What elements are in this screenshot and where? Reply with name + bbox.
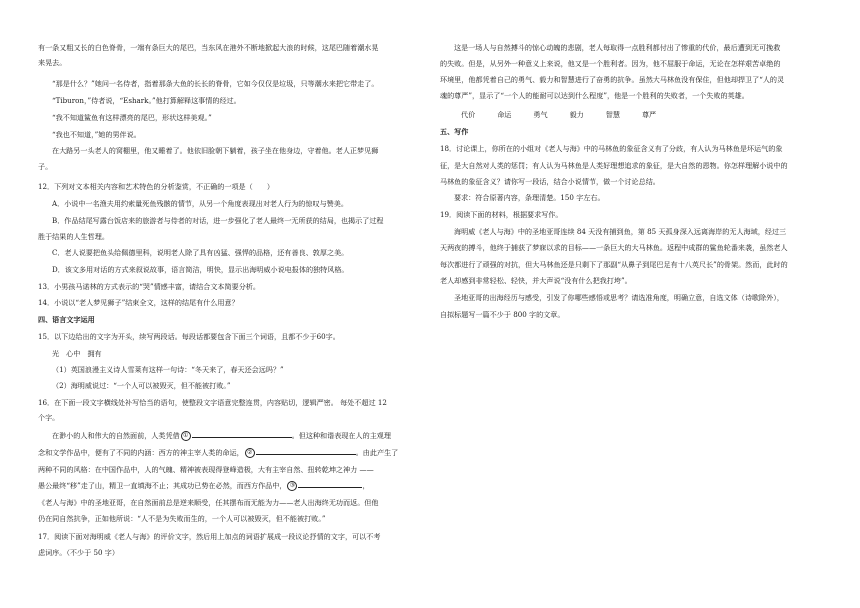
vocab-word: 毅力 <box>569 110 584 119</box>
material-text: 每次都进行了顽强的对抗，但大马林鱼还是只剩下了那副“从鼻子到尾巴足有十八英尺长”的骨架。然而，此时的 <box>440 260 788 269</box>
option-d: D．该文多用对话的方式来叙说故事，语言简洁，明快，显示出海明威小说电报体的独特风格。 <box>52 265 349 274</box>
material-text: 老人却感到非常轻松、轻快，并大声说“没有什么把我打垮”。 <box>440 276 632 285</box>
question-15-item-1: （1）英国浪漫主义诗人雪莱有这样一句诗：“冬天来了，春天还会远吗？” <box>52 365 284 374</box>
question-18-continued: 征，是大自然对人类的惩罚；有人认为马林鱼是人类好理想追求的象征，是大自然的恩物。你怎样理解小说中的 <box>440 161 788 170</box>
option-b: B．作品结尾写露台饭店来的旅游者与侍者的对话，进一步强化了老人最终一无所获的结局，也揭示了过程 <box>52 216 384 225</box>
option-b-continued: 胜于结果的人生哲理。 <box>38 232 109 241</box>
blank-number-2: ② <box>245 448 255 458</box>
writing-prompt: 自拟标题写一篇不少于 800 字的文章。 <box>440 310 565 319</box>
vocab-word: 勇气 <box>533 110 548 119</box>
question-15-item-2: （2）海明威说过：“一个人可以被毁灭，但不能被打败。” <box>52 381 231 390</box>
writing-prompt: 圣地亚哥的出海经历与感受，引发了你哪些感悟或思考？请选准角度，明确立意，自选文体（诗歌除外）， <box>454 293 784 302</box>
evaluation-text: 环境里，他都凭着自己的勇气、毅力和智慧进行了奋勇的抗争。虽然大马林鱼没有保住，但他却捍卫了“人的灵 <box>440 75 785 84</box>
question-16-continued: 个字。 <box>38 413 60 422</box>
question-13: 13．小男孩马诺林的方式表示的“哭”情感丰富，请结合文本简要分析。 <box>38 282 260 291</box>
story-dialogue: “Tiburon，”侍者说，“Eshark。”他打算解释这事情的经过。 <box>52 96 241 105</box>
question-18-requirement: 要求：符合原著内容，条理清楚。150 字左右。 <box>454 193 605 202</box>
option-a: A．小说中一名渔夫用约索量死鱼残骸的情节，从另一个角度表现出对老人行为的惊叹与赞美。 <box>52 199 348 208</box>
question-15-words: 光 心中 拥有 <box>52 349 102 358</box>
blank-number-1: ① <box>181 431 191 441</box>
material-text: 天两夜的搏斗，他终于捕获了梦寐以求的目标——一条巨大的大马林鱼。返程中成群的鲨鱼轮番来袭，虽然老人 <box>440 243 788 252</box>
answer-blank-2[interactable] <box>256 454 356 455</box>
vocabulary-list <box>440 110 812 121</box>
question-16-passage: 念和文学作品中，便有了不同的内涵：西方的神主宰人类的命运， ② 。由此产生了 <box>38 448 399 457</box>
evaluation-text: 这是一场人与自然搏斗的惊心动魄的悲剧，老人每取得一点胜利都付出了惨重的代价，最后遭到无可挽救 <box>454 43 781 52</box>
question-18-continued: 马林鱼的象征含义？请你写一段话，结合小说情节，做一个讨论总结。 <box>440 177 660 186</box>
question-17: 17．阅读下面对海明威《老人与海》的评价文字，然后用上加点的词语扩展成一段议论抒情的文字，可以不考 <box>38 532 381 541</box>
option-c: C．老人说要把鱼头给佩德里科，说明老人除了具有凶猛、强悍的品格，还有善良、敦厚之美。 <box>52 248 349 257</box>
story-dialogue: “我也不知道，”她的男伴说。 <box>52 130 141 139</box>
vocab-word: 命运 <box>497 110 512 119</box>
story-dialogue: “我不知道鲨鱼有这样漂亮的尾巴，形状这样美观。” <box>52 113 212 122</box>
material-text: 海明威《老人与海》中的圣地亚哥连续 84 天没有捕到鱼，第 85 天孤身深入远离海岸的无人海域，经过三 <box>454 227 787 236</box>
story-text: 子。 <box>38 162 53 171</box>
question-14: 14．小说以“老人梦见狮子”结束全文，这样的结尾有什么用意？ <box>38 298 239 307</box>
question-18: 18．讨论课上，你所在的小组对《老人与海》中的马林鱼的象征含义有了分歧，有人认为马林鱼是坏运气的象 <box>440 144 783 153</box>
vocab-word: 代价 <box>461 110 476 119</box>
question-16-passage: 愚公最终“移”走了山，精卫一直填海不止；其成功已势在必然，而西方作品中， ③ ， <box>38 481 370 490</box>
vocab-word: 尊严 <box>641 110 657 119</box>
section-four-heading: 四、语言文字运用 <box>38 315 95 324</box>
question-15: 15．以下边给出的文字为开头，续写两段话。每段话都要包含下面三个词语，且都不少于60字。 <box>38 332 340 341</box>
question-12: 12．下列对文本相关内容和艺术特色的分析鉴赏，不正确的一项是（ ） <box>38 182 275 191</box>
blank-number-3: ③ <box>287 481 297 491</box>
story-dialogue: “那是什么？”她问一名侍者，指着那条大鱼的长长的脊骨，它如今仅仅是垃圾，只等潮水来把它带走了。 <box>52 79 379 88</box>
question-19: 19．阅读下面的材料，根据要求写作。 <box>440 210 563 219</box>
answer-blank-3[interactable] <box>298 487 362 488</box>
question-16-passage: 《老人与海》中的圣地亚哥，在自然面前总是逆来顺受，任其摆布而无能为力——老人出海终无功而返。但他 <box>38 498 379 507</box>
question-16-passage: 两种不同的风格：在中国作品中，人的气魄、精神被表现得登峰造极，大有主宰自然、扭转乾坤之神力 —— <box>38 465 374 474</box>
question-16: 16．在下面一段文字横线处补写恰当的语句，使整段文字语意完整连贯，内容贴切，逻辑严密。 每处不超过 12 <box>38 398 387 407</box>
section-five-heading: 五、写作 <box>440 127 469 136</box>
question-16-passage: 在渺小的人和伟大的自然面前，人类凭借 ① 。但这种和谐表现在人的主观理 <box>52 431 391 440</box>
question-17-continued: 虑词序。（不少于 50 字） <box>38 548 119 557</box>
story-text: 有一条又粗又长的白色脊骨，一端有条巨大的尾巴，当东风在港外不断地掀起大浪的时候，这尾巴随着潮水晃 <box>38 43 379 52</box>
question-16-passage: 仍在同自然抗争，正如他所说：“人不是为失败而生的，一个人可以被毁灭，但不能被打败。” <box>38 514 326 523</box>
vocab-word: 智慧 <box>605 110 620 119</box>
answer-blank-1[interactable] <box>192 437 292 438</box>
story-text: 来晃去。 <box>38 58 67 67</box>
evaluation-text: 魂的尊严”，显示了“一个人的能耐可以达到什么程度”，他是一个胜利的失败者，一个失败的英雄。 <box>440 91 749 100</box>
evaluation-text: 的失败。但是，从另外一种意义上来说，他又是一个胜利者。因为，他不屈服于命运，无论在怎样艰苦卓绝的 <box>440 59 781 68</box>
story-text: 在大路另一头老人的窝棚里，他又睡着了。他依旧脸朝下躺着，孩子坐在他身边，守着他。老人正梦见狮 <box>52 146 379 155</box>
